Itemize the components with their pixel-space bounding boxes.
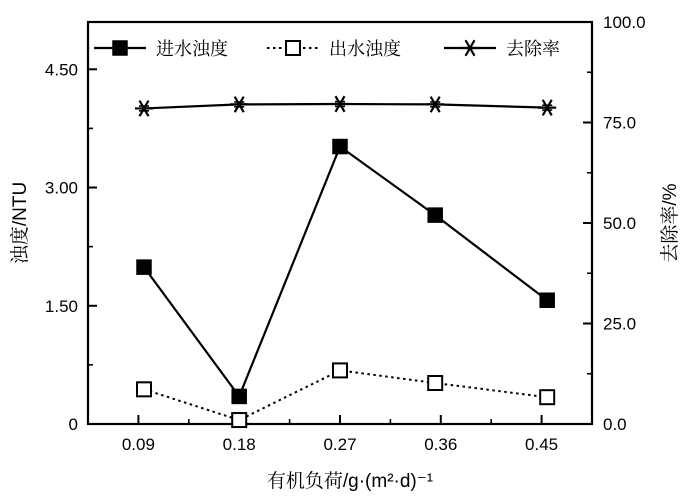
- data-point-1-3: [428, 376, 442, 390]
- legend-marker-2: [461, 40, 479, 56]
- x-tick-label: 0.36: [424, 435, 458, 454]
- legend-label-1: 出水浊度: [329, 39, 401, 59]
- x-axis-label: 有机负荷/g·(m²·d)⁻¹: [266, 471, 434, 492]
- data-point-0-2: [333, 140, 347, 154]
- data-point-2-1: [230, 97, 248, 113]
- y-tick-label: 3.00: [44, 178, 78, 198]
- x-tick-label: 0.09: [121, 435, 155, 454]
- data-point-0-4: [540, 293, 554, 307]
- data-point-0-0: [137, 260, 151, 274]
- legend-label-2: 去除率: [506, 39, 560, 59]
- y2-tick-label: 50.0: [603, 214, 637, 233]
- legend-label-0: 进水浊度: [156, 39, 228, 59]
- x-tick-label: 0.18: [222, 435, 256, 454]
- data-point-2-3: [426, 97, 444, 113]
- data-point-2-2: [331, 96, 349, 112]
- data-point-2-0: [135, 101, 153, 117]
- y-axis-label: 浊度/NTU: [10, 181, 31, 265]
- data-point-2-4: [538, 100, 556, 116]
- data-point-1-2: [333, 363, 347, 377]
- y2-tick-label: 25.0: [603, 314, 637, 334]
- y-tick-label: 1.50: [44, 296, 78, 316]
- legend-marker-0: [113, 41, 127, 55]
- y2-tick-label: 0.0: [603, 415, 627, 434]
- data-point-0-1: [232, 389, 246, 403]
- data-point-1-0: [137, 382, 151, 396]
- x-tick-label: 0.45: [525, 435, 559, 454]
- x-tick-label: 0.27: [323, 435, 357, 454]
- series-line-0: [144, 147, 547, 397]
- data-point-0-3: [428, 208, 442, 222]
- y-tick-label: 0: [68, 415, 78, 434]
- data-point-1-1: [232, 413, 246, 427]
- y2-tick-label: 100.0: [603, 13, 646, 32]
- y-tick-label: 4.50: [44, 60, 78, 80]
- legend-marker-1: [286, 41, 300, 55]
- y2-tick-label: 75.0: [603, 113, 637, 133]
- data-point-1-4: [540, 390, 554, 404]
- y2-axis-label: 去除率/%: [660, 183, 681, 263]
